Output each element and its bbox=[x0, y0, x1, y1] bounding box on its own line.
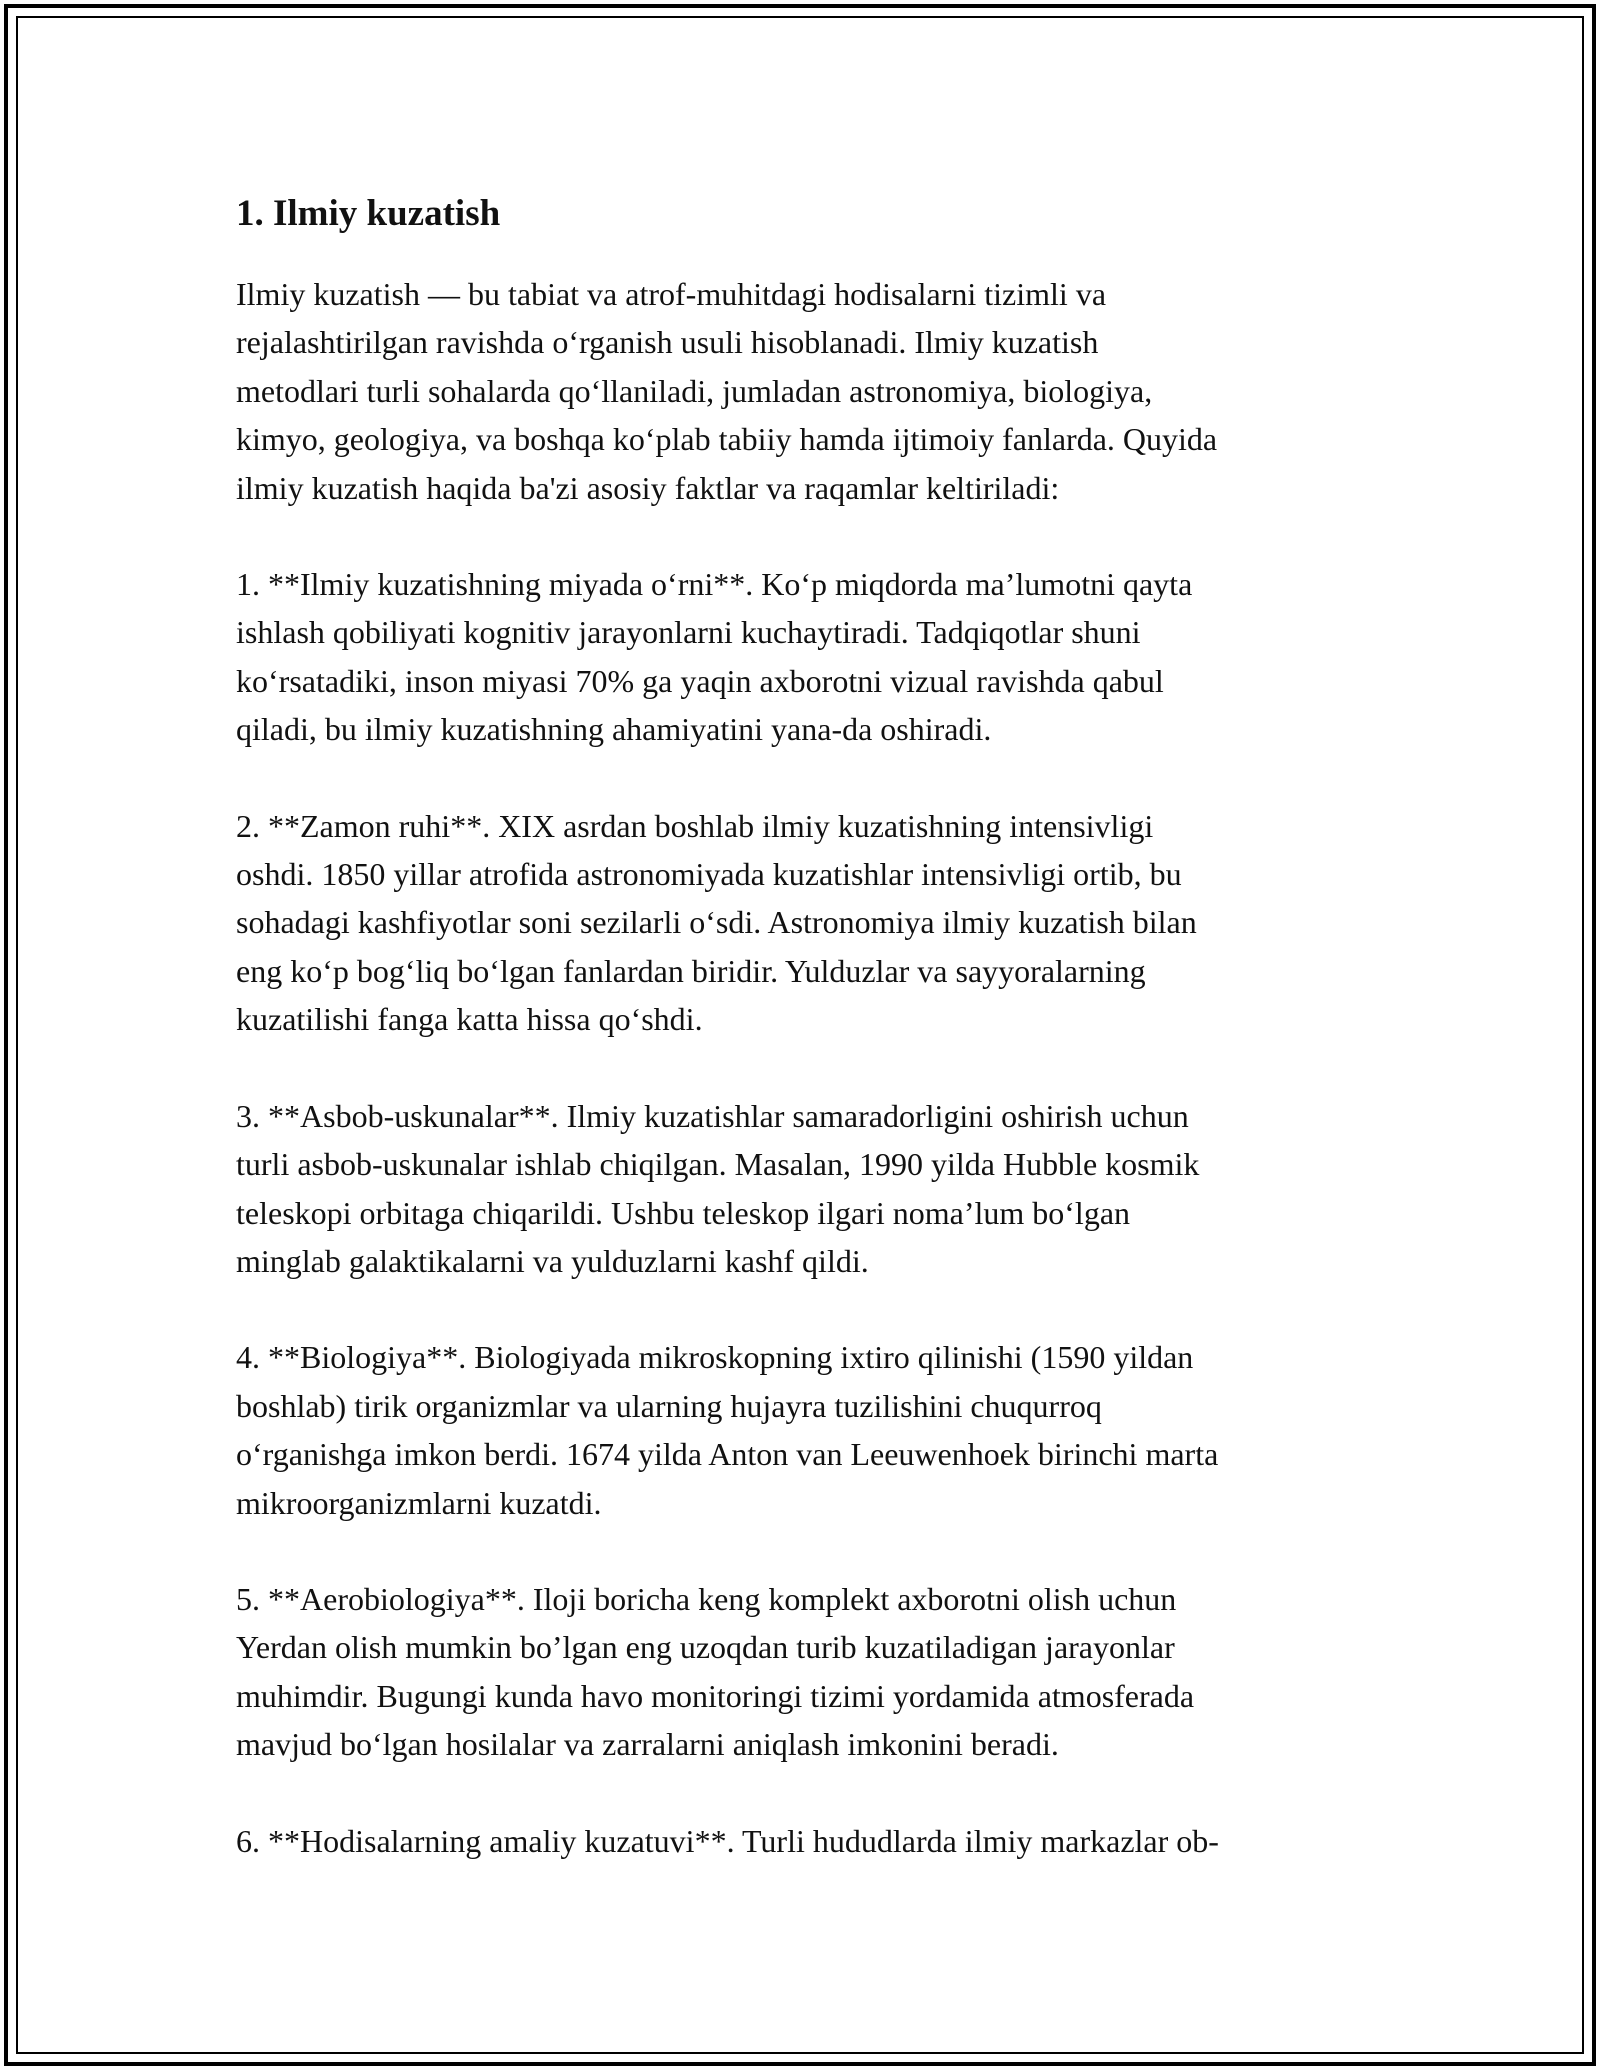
fact-paragraph-6: 6. **Hodisalarning amaliy kuzatuvi**. Turli hududlarda ilmiy markazlar ob- bbox=[236, 1822, 1219, 1859]
fact-paragraph-4: 4. **Biologiya**. Biologiyada mikroskopning ixtiro qilinishi (1590 yildan boshlab) tirik organizmlar va ularning hujayra tuzilishini chuqurroq o‘rganishga imkon berdi. 1674 yilda Anton van Leeuwenhoek birinchi marta mikroorganizmlarni kuzatdi. bbox=[236, 1339, 1219, 1521]
fact-paragraph-5: 5. **Aerobiologiya**. Iloji boricha keng komplekt axborotni olish uchun Yerdan olish mumkin bo’lgan eng uzoqdan turib kuzatiladigan jarayonlar muhimdir. Bugungi kunda havo monitoringi tizimi yordamida atmosferada mavjud bo‘lgan hosilalar va zarralarni aniqlash imkonini beradi. bbox=[236, 1580, 1195, 1763]
fact-paragraph-3: 3. **Asbob-uskunalar**. Ilmiy kuzatishlar samaradorligini oshirish uchun turli asbob-uskunalar ishlab chiqilgan. Masalan, 1990 yilda Hubble kosmik teleskopi orbitaga chiqarildi. Ushbu teleskop ilgari noma’lum bo‘lgan minglab galaktikalarni va yulduzlarni kashf qildi. bbox=[236, 1097, 1200, 1279]
fact-paragraph-1: 1. **Ilmiy kuzatishning miyada o‘rni**. Ko‘p miqdorda ma’lumotni qayta ishlash qobiliyati kognitiv jarayonlarni kuchaytiradi. Tadqiqotlar shuni ko‘rsatadiki, inson miyasi 70% ga yaqin axborotni vizual ravishda qabul qiladi, bu ilmiy kuzatishning ahamiyatini yana-da oshiradi. bbox=[236, 566, 1193, 748]
intro-paragraph: Ilmiy kuzatish — bu tabiat va atrof-muhitdagi hodisalarni tizimli va rejalashtirilgan ravishda o‘rganish usuli hisoblanadi. Ilmiy kuzatish metodlari turli sohalarda qo‘llaniladi, jumladan astronomiya, biologiya, kimyo, geologiya, va boshqa ko‘plab tabiiy hamda ijtimoiy fanlarda. Quyida ilmiy kuzatish haqida ba'zi asosiy faktlar va raqamlar keltiriladi: bbox=[236, 276, 1218, 506]
document-body bbox=[236, 186, 1386, 1913]
fact-paragraph-2: 2. **Zamon ruhi**. XIX asrdan boshlab ilmiy kuzatishning intensivligi oshdi. 1850 yillar atrofida astronomiyada kuzatishlar intensivligi ortib, bu sohadagi kashfiyotlar soni sezilarli o‘sdi. Astronomiya ilmiy kuzatish bilan eng ko‘p bog‘liq bo‘lgan fanlardan biridir. Yulduzlar va sayyoralarning kuzatilishi fanga katta hissa qo‘shdi. bbox=[236, 807, 1197, 1038]
section-heading: 1. Ilmiy kuzatish bbox=[236, 193, 501, 234]
